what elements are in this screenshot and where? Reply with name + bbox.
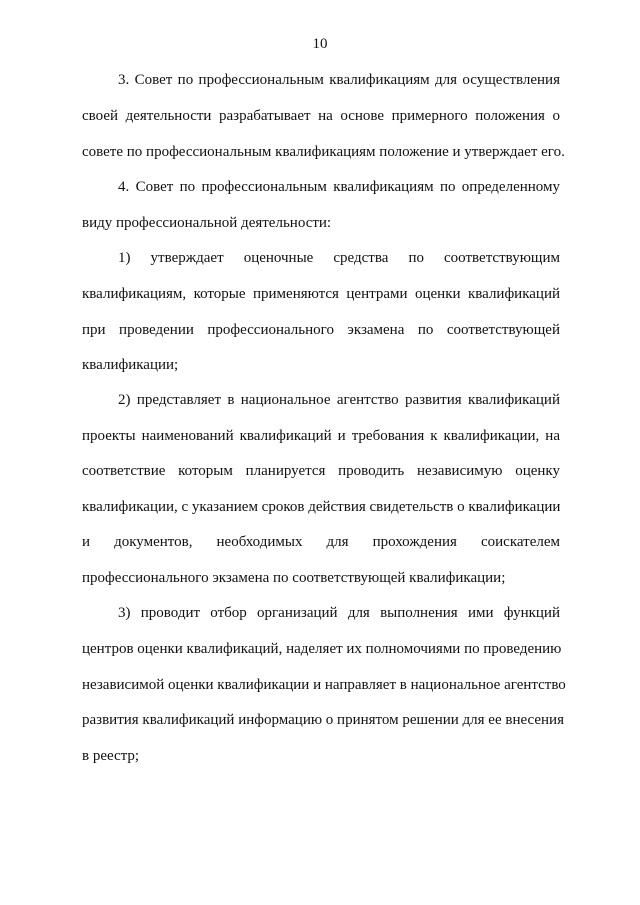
item-3-line-4: развития квалификаций информацию о принятом решении для ее внесения [82,712,564,728]
item-1-line-3: при проведении профессионального экзамена по соответствующей [82,322,560,338]
item-2-line-1: 2) представляет в национальное агентство развития квалификаций [118,392,560,408]
item-3-line-5: в реестр; [82,748,140,764]
paragraph-3-line-2: своей деятельности разрабатывает на основе примерного положения о [82,108,560,124]
paragraph-3-line-3: совете по профессиональным квалификациям положение и утверждает его. [82,144,565,160]
item-2-line-5: и документов, необходимых для прохождения соискателем [82,534,560,550]
paragraph-4-line-2: виду профессиональной деятельности: [82,215,332,231]
item-3-line-1: 3) проводит отбор организаций для выполнения ими функций [118,605,560,621]
item-2-line-3: соответствие которым планируется проводить независимую оценку [82,463,560,479]
item-1-line-1: 1) утверждает оценочные средства по соответствующим [118,250,560,266]
paragraph-4-line-1: 4. Совет по профессиональным квалификациям по определенному [118,179,560,195]
item-1-line-2: квалификациям, которые применяются центрами оценки квалификаций [82,286,560,302]
item-3-line-2: центров оценки квалификаций, наделяет их полномочиями по проведению [82,641,562,657]
item-2-line-4: квалификации, с указанием сроков действия свидетельств о квалификации [82,499,561,515]
item-3-line-3: независимой оценки квалификации и направляет в национальное агентство [82,677,566,693]
item-2-line-6: профессионального экзамена по соответствующей квалификации; [82,570,506,586]
item-1-line-4: квалификации; [82,357,179,373]
page-number: 10 [312,36,328,52]
paragraph-3-line-1: 3. Совет по профессиональным квалификациям для осуществления [118,72,560,88]
item-2-line-2: проекты наименований квалификаций и требования к квалификации, на [82,428,560,444]
